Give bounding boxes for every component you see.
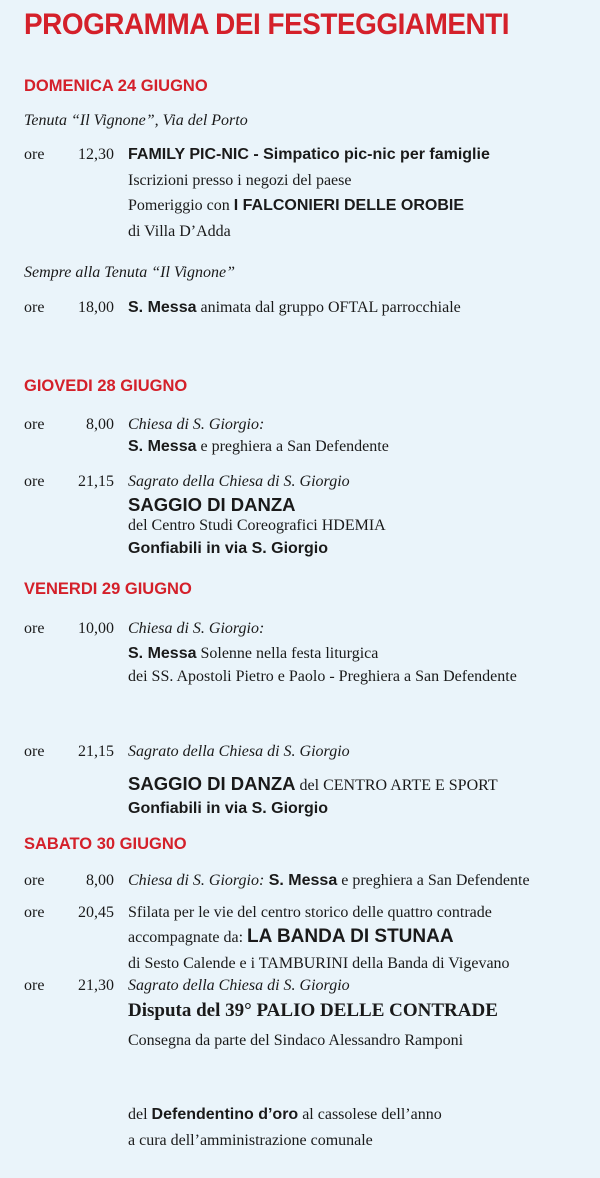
ore-label: ore — [24, 743, 45, 760]
event-title: Sfilata per le vie del centro storico delle quattro contrade — [128, 904, 492, 921]
thursday-heading: GIOVEDI 28 GIUGNO — [24, 377, 188, 395]
event-title: S. Messa e preghiera a San Defendente — [128, 438, 389, 455]
event-title: Disputa del 39° PALIO DELLE CONTRADE — [128, 1000, 498, 1021]
ore-label: ore — [24, 299, 45, 316]
event-title: FAMILY PIC-NIC - Simpatico pic-nic per famiglie — [128, 146, 490, 163]
saturday-heading: SABATO 30 GIUGNO — [24, 835, 187, 853]
ore-label: ore — [24, 904, 45, 921]
event-place: Chiesa di S. Giorgio: — [128, 620, 265, 637]
event-time: 8,00 — [86, 416, 114, 433]
event-time: 18,00 — [78, 299, 114, 316]
event-detail: Pomeriggio con I FALCONIERI DELLE OROBIE — [128, 197, 464, 214]
page-title: PROGRAMMA DEI FESTEGGIAMENTI — [24, 8, 510, 41]
ore-label: ore — [24, 473, 45, 490]
event-time: 10,00 — [78, 620, 114, 637]
event-place: Sagrato della Chiesa di S. Giorgio — [128, 473, 350, 490]
ore-label: ore — [24, 146, 45, 163]
event-time: 21,30 — [78, 977, 114, 994]
event-time: 12,30 — [78, 146, 114, 163]
event-detail: di Villa D’Adda — [128, 223, 231, 240]
event-detail: accompagnate da: LA BANDA DI STUNAA — [128, 926, 454, 947]
event-time: 21,15 — [78, 473, 114, 490]
event-place: Sagrato della Chiesa di S. Giorgio — [128, 743, 350, 760]
event-detail: di Sesto Calende e i TAMBURINI della Banda di Vigevano — [128, 955, 510, 972]
event-title: SAGGIO DI DANZA del CENTRO ARTE E SPORT — [128, 773, 498, 794]
friday-heading: VENERDI 29 GIUGNO — [24, 580, 192, 598]
event-time: 8,00 — [86, 872, 114, 889]
event-time: 20,45 — [78, 904, 114, 921]
event-title: S. Messa animata dal gruppo OFTAL parrocchiale — [128, 299, 461, 316]
event-title: Chiesa di S. Giorgio: S. Messa e preghiera a San Defendente — [128, 872, 530, 889]
event-place: Chiesa di S. Giorgio: — [128, 416, 265, 433]
ore-label: ore — [24, 977, 45, 994]
sunday-location-2: Sempre alla Tenuta “Il Vignone” — [24, 264, 235, 281]
ore-label: ore — [24, 620, 45, 637]
event-place: Sagrato della Chiesa di S. Giorgio — [128, 977, 350, 994]
sunday-heading: DOMENICA 24 GIUGNO — [24, 77, 208, 95]
event-detail: Consegna da parte del Sindaco Alessandro Ramponi — [128, 1032, 464, 1049]
event-title: SAGGIO DI DANZA — [128, 494, 296, 515]
event-detail: Gonfiabili in via S. Giorgio — [128, 800, 329, 817]
event-title: S. Messa Solenne nella festa liturgica — [128, 645, 379, 662]
event-detail: Iscrizioni presso i negozi del paese — [128, 172, 352, 189]
sunday-location: Tenuta “Il Vignone”, Via del Porto — [24, 112, 248, 129]
event-detail: del Centro Studi Coreografici HDEMIA — [128, 517, 386, 534]
ore-label: ore — [24, 872, 45, 889]
event-time: 21,15 — [78, 743, 114, 760]
event-detail: del Defendentino d’oro al cassolese dell’anno — [128, 1106, 442, 1123]
event-detail: dei SS. Apostoli Pietro e Paolo - Preghiera a San Defendente — [128, 668, 517, 685]
event-detail: Gonfiabili in via S. Giorgio — [128, 540, 329, 557]
ore-label: ore — [24, 416, 45, 433]
event-detail: a cura dell’amministrazione comunale — [128, 1132, 373, 1149]
